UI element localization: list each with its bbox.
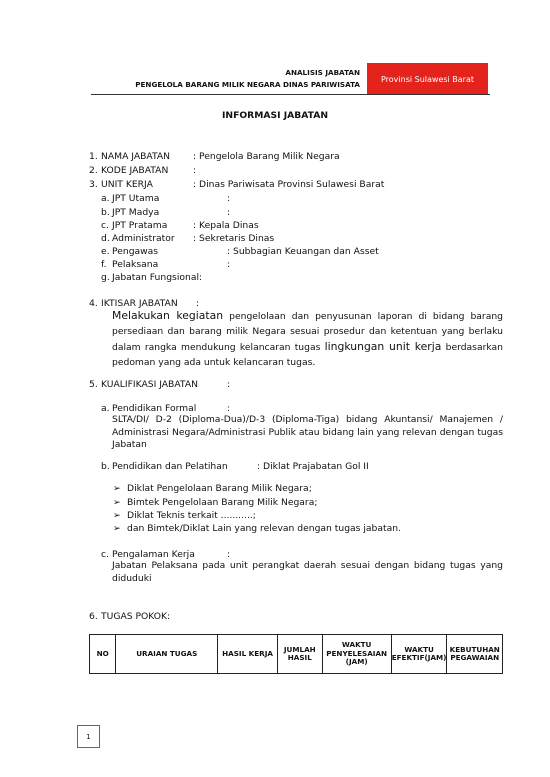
section-number: 2. <box>89 165 98 176</box>
pengalaman-kerja-colon: : <box>227 549 231 560</box>
sub-value: : Kepala Dinas <box>193 220 259 231</box>
column-header-uraian-tugas: URAIAN TUGAS <box>116 635 218 674</box>
pendidikan-formal-label: Pendidikan Formal <box>112 403 197 414</box>
column-header-waktu-penyelesaian: WAKTU PENYELESAIAN (JAM) <box>322 635 391 674</box>
nama-jabatan-value: : Pengelola Barang Milik Negara <box>193 151 340 162</box>
sub-letter: c. <box>101 549 109 560</box>
sub-letter: b. <box>101 461 110 472</box>
tugas-pokok-table <box>89 634 503 674</box>
diklat-item: dan Bimtek/Diklat Lain yang relevan dengan tugas jabatan. <box>127 523 401 534</box>
sub-value: : <box>227 193 231 204</box>
pengalaman-kerja-text: Jabatan Pelaksana pada unit perangkat daerah sesuai dengan bidang tugas yang diduduki <box>112 560 503 584</box>
sub-value: : <box>227 259 231 270</box>
sub-label: Pengawas <box>112 246 159 257</box>
sub-letter: a. <box>101 403 110 414</box>
pendidikan-pelatihan-label: Pendidikan dan Pelatihan <box>112 461 228 472</box>
pendidikan-formal-colon: : <box>227 403 231 414</box>
arrow-bullet-icon: ➢ <box>113 497 121 508</box>
kode-jabatan-label: KODE JABATAN <box>101 165 169 176</box>
sub-value: : Subbagian Keuangan dan Asset <box>227 246 379 257</box>
sub-letter: f. <box>101 259 107 270</box>
arrow-bullet-icon: ➢ <box>113 523 121 534</box>
sub-letter: a. <box>101 193 110 204</box>
section-number: 6. <box>89 611 98 622</box>
iktisar-colon: : <box>196 298 200 309</box>
section-number: 3. <box>89 179 98 190</box>
sub-label: Administrator <box>112 233 175 244</box>
page-title: INFORMASI JABATAN <box>221 110 329 121</box>
sub-letter: c. <box>101 220 109 231</box>
unit-kerja-value: : Dinas Pariwisata Provinsi Sulawesi Barat <box>193 179 385 190</box>
sub-label: JPT Utama <box>112 193 160 204</box>
sub-letter: d. <box>101 233 110 244</box>
tugas-pokok-label: TUGAS POKOK: <box>101 611 171 622</box>
pengalaman-kerja-label: Pengalaman Kerja <box>112 549 195 560</box>
kode-jabatan-value: : <box>193 165 197 176</box>
column-header-waktu-efektif: WAKTU EFEKTIF(JAM) <box>391 635 447 674</box>
iktisar-text-part2: pengelolaan dan penyusunan laporan di bidang barang persediaan dan barang milik Negara sesuai prosedur dan ketentuan yang berlaku dalam rangka mendukung kelancaran tugas <box>112 311 503 353</box>
arrow-bullet-icon: ➢ <box>113 510 121 521</box>
header-title-line1: ANALISIS JABATAN <box>285 68 360 77</box>
pendidikan-formal-text: SLTA/DI/ D-2 (Diploma-Dua)/D-3 (Diploma-Tiga) bidang Akuntansi/ Manajemen / Administrasi Negara/Administrasi Publik atau bidang lain yang relevan dengan tugas Jabatan <box>112 414 503 450</box>
column-header-jumlah-hasil: JUMLAH HASIL <box>278 635 323 674</box>
column-header-kebutuhan-pegawai: KEBUTUHAN PEGAWAIAN <box>447 635 503 674</box>
column-header-no: NO <box>90 635 116 674</box>
header-divider <box>91 94 490 95</box>
diklat-item: Diklat Pengelolaan Barang Milik Negara; <box>127 483 312 494</box>
sub-letter: e. <box>101 246 110 257</box>
iktisar-text-part4: berdasarkan pedoman yang ada untuk kelancaran tugas. <box>112 342 503 368</box>
page-number: 1 <box>77 725 100 748</box>
sub-label: Pelaksana <box>112 259 159 270</box>
section-number: 1. <box>89 151 98 162</box>
header-title-line2: PENGELOLA BARANG MILIK NEGARA DINAS PARIWISATA <box>135 80 360 89</box>
sub-letter: b. <box>101 207 110 218</box>
sub-value: : <box>227 207 231 218</box>
sub-label: Jabatan Fungsional: <box>112 272 203 283</box>
kualifikasi-label: KUALIFIKASI JABATAN <box>101 379 198 390</box>
iktisar-paragraph <box>112 308 503 370</box>
column-header-hasil-kerja: HASIL KERJA <box>218 635 278 674</box>
unit-kerja-label: UNIT KERJA <box>101 179 153 190</box>
diklat-item: Bimtek Pengelolaan Barang Milik Negara; <box>127 497 318 508</box>
diklat-item: Diklat Teknis terkait ...........; <box>127 510 256 521</box>
nama-jabatan-label: NAMA JABATAN <box>101 151 171 162</box>
sub-label: JPT Madya <box>112 207 160 218</box>
table-header-row <box>90 635 503 674</box>
section-number: 4. <box>89 298 98 309</box>
iktisar-text-part1: Melakukan kegiatan <box>112 309 224 322</box>
sub-label: JPT Pratama <box>112 220 168 231</box>
section-number: 5. <box>89 379 98 390</box>
pendidikan-pelatihan-value: : Diklat Prajabatan Gol II <box>257 461 369 472</box>
iktisar-text-part3: lingkungan unit kerja <box>324 340 442 353</box>
province-badge: Provinsi Sulawesi Barat <box>367 63 488 95</box>
iktisar-jabatan-label: IKTISAR JABATAN <box>101 298 178 309</box>
sub-value: : Sekretaris Dinas <box>193 233 275 244</box>
sub-letter: g. <box>101 272 110 283</box>
kualifikasi-colon: : <box>227 379 231 390</box>
arrow-bullet-icon: ➢ <box>113 483 121 494</box>
